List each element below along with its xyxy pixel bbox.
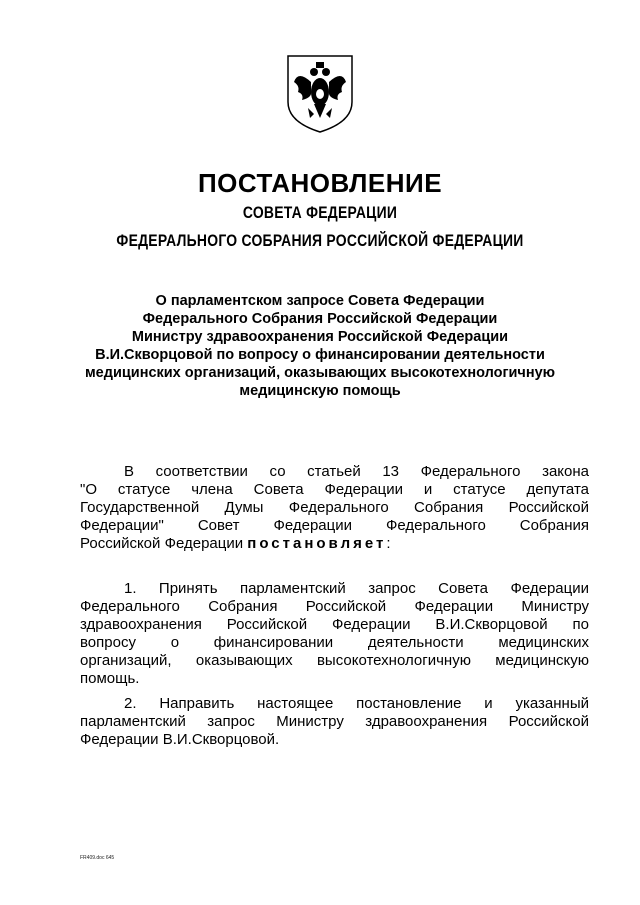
paragraph-line: Государственной Думы Федерального Собрания Российской <box>80 499 589 516</box>
paragraph-line: вопросу о финансировании деятельности медицинских <box>80 634 589 651</box>
paragraph-line <box>80 535 589 553</box>
heading-line: медицинских организаций, оказывающих высокотехнологичную <box>84 365 556 381</box>
intro-paragraph <box>80 463 589 553</box>
russian-coat-of-arms-icon <box>284 52 356 136</box>
paragraph-line: Федерации" Совет Федерации Федерального Собрания <box>80 517 589 534</box>
paragraph-line: здравоохранения Российской Федерации В.И.Скворцовой по <box>80 616 589 633</box>
heading-line: В.И.Скворцовой по вопросу о финансировании деятельности <box>95 347 545 363</box>
paragraph-line: Федерации В.И.Скворцовой. <box>80 731 280 748</box>
paragraph-line: помощь. <box>80 670 140 687</box>
paragraph-line: 1. Принять парламентский запрос Совета Федерации <box>124 580 589 597</box>
paragraph-line: парламентский запрос Министру здравоохранения Российской <box>80 713 589 730</box>
paragraph-line: организаций, оказывающих высокотехнологичную медицинскую <box>80 652 589 669</box>
intro-prefix: Российской Федерации <box>80 535 248 552</box>
heading-line: медицинскую помощь <box>239 383 401 399</box>
item-2-paragraph <box>80 695 589 749</box>
issuer-line-2: ФЕДЕРАЛЬНОГО СОБРАНИЯ РОССИЙСКОЙ ФЕДЕРАЦИИ <box>116 231 524 250</box>
heading-line: Министру здравоохранения Российской Федерации <box>131 329 509 345</box>
issuer-line-1: СОВЕТА ФЕДЕРАЦИИ <box>242 203 398 222</box>
heading-line: О парламентском запросе Совета Федерации <box>155 293 485 309</box>
intro-suffix: : <box>386 535 391 552</box>
paragraph-line: "О статусе члена Совета Федерации и статусе депутата <box>80 481 589 498</box>
item-1-paragraph <box>80 580 589 688</box>
document-title: ПОСТАНОВЛЕНИЕ <box>197 168 443 198</box>
paragraph-line: 2. Направить настоящее постановление и указанный <box>124 695 589 712</box>
resolution-heading <box>60 292 580 400</box>
resolves-keyword: постановляет <box>247 535 387 552</box>
heading-line: Федерального Собрания Российской Федерации <box>142 311 498 327</box>
paragraph-line: В соответствии со статьей 13 Федерального закона <box>124 463 589 480</box>
document-code: FR409.doc 645 <box>80 855 115 861</box>
paragraph-line: Федерального Собрания Российской Федерации Министру <box>80 598 589 615</box>
